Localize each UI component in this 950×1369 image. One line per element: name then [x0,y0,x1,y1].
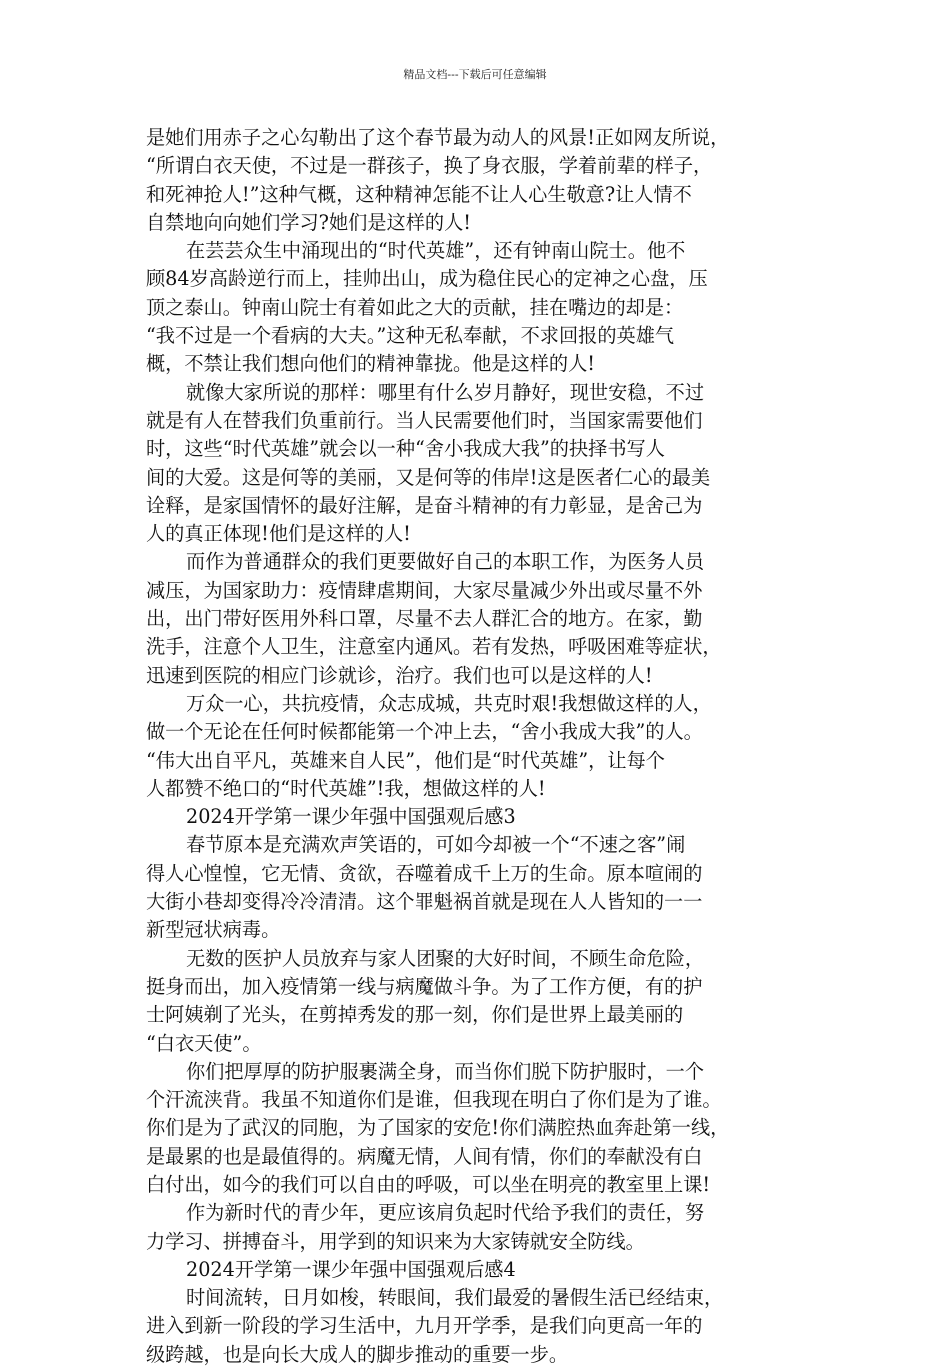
text-line: 你们把厚厚的防护服裹满全身，而当你们脱下防护服时，一个 [186,1059,705,1083]
text-line: 就是有人在替我们负重前行。当人民需要他们时，当国家需要他们 [146,408,703,432]
text-line: 万众一心，共抗疫情，众志成城，共克时艰!我想做这样的人， [186,691,712,715]
text-line: 无数的医护人员放弃与家人团聚的大好时间，不顾生命危险， [186,946,705,970]
text-line: 大街小巷却变得冷冷清清。这个罪魁祸首就是现在人人皆知的一一 [146,890,703,914]
text-line: 诠释，是家国情怀的最好注解，是奋斗精神的有力彰显，是舍己为 [146,493,703,517]
text-line: 力学习、拼搏奋斗，用学到的知识来为大家铸就安全防线。 [146,1229,645,1253]
text-line: 顾84岁高龄逆行而上，挂帅出山，成为稳住民心的定神之心盘，压 [146,267,708,291]
header-note: 精品文档---下载后可任意编辑 [403,68,547,81]
text-line: “所谓白衣天使，不过是一群孩子，换了身衣服，学着前辈的样子， [146,154,713,178]
text-line: “伟大出自平凡，英雄来自人民”，他们是“时代英雄”，让每个 [146,748,665,772]
text-line: 作为新时代的青少年，更应该肩负起时代给予我们的责任，努 [186,1201,705,1225]
text-line: 个汗流浃背。我虽不知道你们是谁，但我现在明白了你们是为了谁。 [146,1088,722,1112]
text-line: 出，出门带好医用外科口罩，尽量不去人群汇合的地方。在家，勤 [146,607,703,631]
text-line: 士阿姨剃了光头，在剪掉秀发的那一刻，你们是世界上最美丽的 [146,1003,684,1027]
text-line: 是她们用赤子之心勾勒出了这个春节最为动人的风景!正如网友所说， [146,126,730,149]
text-line: 2024开学第一课少年强中国强观后感4 [186,1257,516,1281]
text-line: 你们是为了武汉的同胞，为了国家的安危!你们满腔热血奔赴第一线， [146,1116,730,1140]
text-line: “白衣天使”。 [146,1031,262,1055]
text-line: 得人心惶惶，它无情、贪欲，吞噬着成千上万的生命。原本喧闹的 [146,861,703,885]
text-line: 人的真正体现!他们是这样的人! [146,522,411,546]
text-line: 做一个无论在任何时候都能第一个冲上去，“舍小我成大我”的人。 [146,720,703,744]
text-line: 挺身而出，加入疫情第一线与病魔做斗争。为了工作方便，有的护 [146,974,703,998]
text-line: 时，这些“时代英雄”就会以一种“舍小我成大我”的抉择书写人 [146,437,665,461]
text-line: 自禁地向向她们学习?她们是这样的人! [146,210,471,234]
document-body [146,124,826,1369]
text-line: 而作为普通群众的我们更要做好自己的本职工作，为医务人员 [186,550,705,574]
text-line: 就像大家所说的那样：哪里有什么岁月静好，现世安稳，不过 [186,380,705,404]
text-line: 人都赞不绝口的“时代英雄”!我，想做这样的人! [146,776,546,800]
text-line: 减压，为国家助力：疫情肆虐期间，大家尽量减少外出或尽量不外 [146,578,703,602]
text-line: 概，不禁让我们想向他们的精神靠拢。他是这样的人! [146,352,596,376]
text-line: 在芸芸众生中涌现出的“时代英雄”，还有钟南山院士。他不 [186,239,686,263]
text-line: 时间流转，日月如梭，转眼间，我们最爱的暑假生活已经结束， [186,1286,724,1310]
text-line: 是最累的也是最值得的。病魔无情，人间有情，你们的奉献没有白 [146,1144,703,1168]
text-line: 进入到新一阶段的学习生活中，九月开学季，是我们向更高一年的 [146,1314,703,1338]
text-line: 新型冠状病毒。 [146,918,281,942]
text-line: 顶之泰山。钟南山院士有着如此之大的贡献，挂在嘴边的却是： [146,295,684,319]
text-line: 2024开学第一课少年强中国强观后感3 [186,805,516,829]
text-line: 迅速到医院的相应门诊就诊，治疗。我们也可以是这样的人! [146,663,653,687]
text-line: “我不过是一个看病的大夫。”这种无私奉献，不求回报的英雄气 [146,324,675,348]
text-line: 间的大爱。这是何等的美丽，又是何等的伟岸!这是医者仁心的最美 [146,465,711,489]
text-line: 洗手，注意个人卫生，注意室内通风。若有发热，呼吸困难等症状， [146,635,722,659]
text-line: 和死神抢人!”这种气概，这种精神怎能不让人心生敬意?让人情不 [146,182,692,206]
text-line: 级跨越，也是向长大成人的脚步推动的重要一步。 [146,1342,569,1366]
text-line: 春节原本是充满欢声笑语的，可如今却被一个“不速之客”闹 [186,833,686,857]
text-line: 白付出，如今的我们可以自由的呼吸，可以坐在明亮的教室里上课! [146,1172,711,1196]
